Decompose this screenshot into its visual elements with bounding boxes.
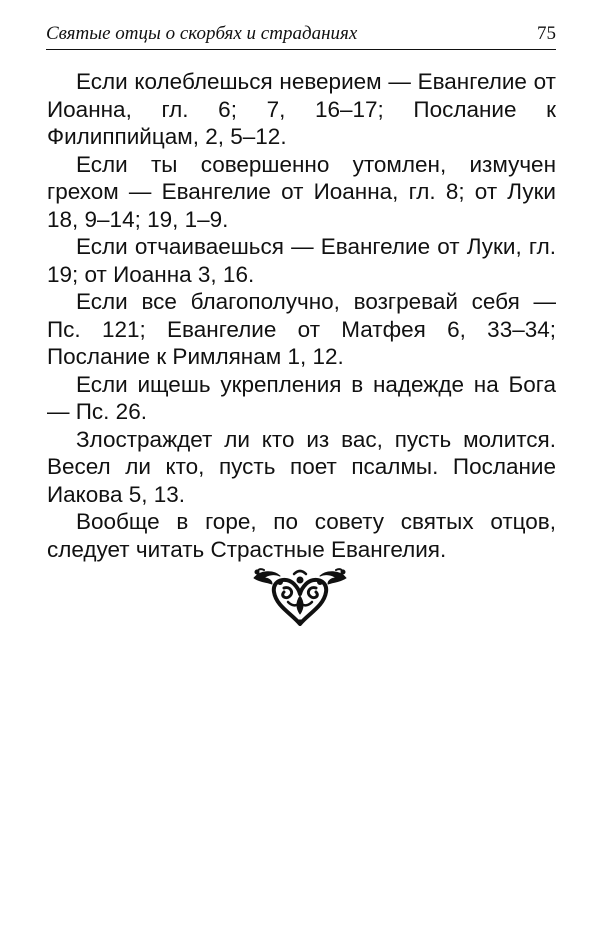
running-head [46, 22, 556, 50]
paragraph-grief: Вообще в горе, по совету святых отцов, следует читать Страстные Евангелия. [47, 509, 556, 562]
paragraph-despair: Если отчаиваешься — Евангелие от Луки, гл. 19; от Иоанна 3, 16. [47, 234, 556, 287]
paragraph-prosperity: Если все благополучно, возгревай себя — Пс. 121; Евангелие от Матфея 6, 33–34; Послание к Римлянам 1, 12. [47, 289, 556, 369]
page-number: 75 [537, 23, 556, 44]
paragraph-hope: Если ищешь укрепления в надежде на Бога — Пс. 26. [47, 371, 556, 424]
floral-vignette-icon [250, 566, 350, 626]
paragraph-suffering: Злостраждет ли кто из вас, пусть молится. Весел ли кто, пусть поет псалмы. Послание Иакова 5, 13. [47, 426, 556, 507]
paragraph-weary: Если ты совершенно утомлен, измучен грехом — Евангелие от Иоанна, гл. 8; от Луки 18, 9–14; 19, 1–9. [47, 151, 556, 232]
body-text [47, 68, 556, 563]
running-title: Святые отцы о скорбях и страданиях [46, 23, 358, 44]
header-rule [46, 49, 556, 50]
paragraph-unbelief: Если колеблешься неверием — Евангелие от Иоанна, гл. 6; 7, 16–17; Послание к Филиппийцам, 2, 5–12. [47, 69, 556, 149]
